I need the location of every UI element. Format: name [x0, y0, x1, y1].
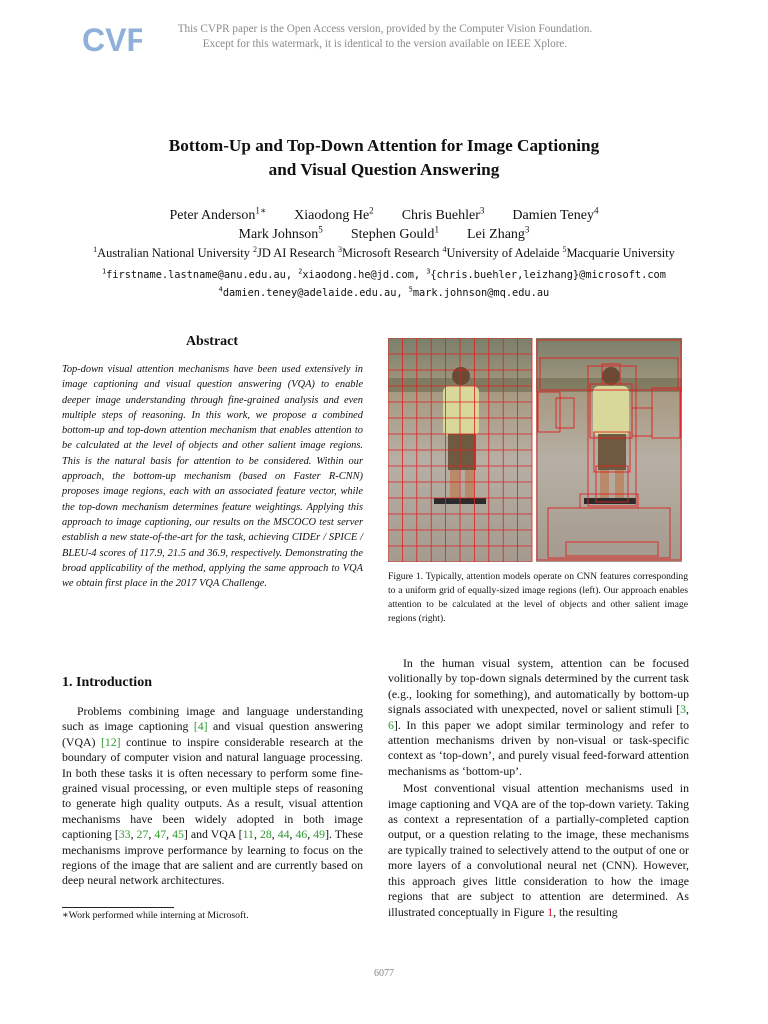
watermark-line-2: Except for this watermark, it is identical to the version available on IEEE Xplore. [202, 38, 568, 50]
intro-paragraph: Problems combining image and language understanding such as image captioning [4] and visual question answering (VQA) [12] continue to inspire considerable research at the boundary of computer vision and natural language processing. In both these tasks it is often necessary to perform some fine-grained visual processing, or even multiple steps of reasoning to generate high quality outputs. As a result, visual attention mechanisms have been widely adopted in both image captioning [33, 27, 47, 45] and VQA [11, 28, 44, 46, 49]. These mechanisms improve performance by learning to focus on the regions of the image that are salient and are currently based on deep neural network architectures. [62, 704, 364, 888]
cvf-logo [80, 18, 142, 58]
author-affiliation-mark: 3 [479, 205, 485, 216]
affiliation: $^2$JD AI Research [253, 244, 335, 260]
author-name: Peter Anderson$^{1∗}$ [169, 205, 267, 223]
right-paragraph-1: In the human visual system, attention can be focused volitionally by top-down signals determined by the current task (e.g., looking for something), and automatically by bottom-up signals associated with unexpected, novel or salient stimuli [3, 6]. In this paper we adopt similar terminology and refer to attention mechanisms driven by non-visual or task-specific context as ‘top-down’, and purely visual feed-forward attention mechanisms as ‘bottom-up’. [388, 656, 689, 778]
section-heading-introduction: 1. Introduction [62, 675, 152, 690]
email-affiliation-mark: 2 [298, 267, 303, 276]
author-affiliation-mark: 5 [318, 224, 323, 235]
email: $^3${chris.buehler,leizhang}@microsoft.com [426, 267, 666, 281]
affiliation-mark: 1 [93, 244, 98, 254]
emails-line-1 [40, 266, 728, 284]
author-name: Xiaodong He$^2$ [294, 205, 374, 223]
affiliation-mark: 2 [253, 244, 258, 254]
page-number: 6077 [374, 968, 394, 979]
citation-link: 45 [172, 827, 184, 842]
affiliation: $^3$Microsoft Research [337, 244, 440, 260]
email: $^1$firstname.lastname@anu.edu.au, [102, 267, 293, 281]
watermark-line-1: This CVPR paper is the Open Access version, provided by the Computer Vision Foundation. [177, 23, 593, 35]
author-name: Lei Zhang$^3$ [466, 224, 530, 242]
left-photo-grid-attention [388, 338, 532, 562]
citation-link: 6 [388, 717, 394, 732]
email-affiliation-mark: 3 [426, 267, 431, 276]
author-name: Mark Johnson$^5$ [238, 224, 323, 242]
abstract-heading: Abstract [185, 334, 239, 349]
open-access-watermark [150, 22, 620, 52]
footnote: ∗Work performed while interning at Microsoft. [62, 910, 249, 921]
citation-link: 44 [277, 827, 290, 842]
author-name: Damien Teney$^4$ [512, 205, 599, 223]
citation-link: 28 [259, 827, 272, 842]
citation-link: 3 [680, 702, 687, 717]
author-affiliation-mark: 4 [594, 205, 599, 216]
citation-link: 11 [242, 827, 254, 842]
citation-link: [12] [100, 734, 121, 749]
affiliation-mark: 3 [337, 244, 342, 254]
title-line-1: Bottom-Up and Top-Down Attention for Image Captioning [168, 136, 600, 155]
right-paragraph-2: Most conventional visual attention mechanisms used in image captioning and VQA are of the top-down variety. Taking as context a representation of a partially-completed caption output, or a question relating to the image, these mechanisms are typically trained to selectively attend to the output of one or more layers of a convolutional neural net (CNN). However, this approach gives little consideration to how the image regions that are subject to attention are determined. As illustrated conceptually in Figure 1, the resulting [388, 781, 689, 919]
authors-row-2 [60, 225, 708, 244]
figure-reference-link: 1 [547, 904, 554, 919]
introduction-body [62, 704, 363, 889]
emails-line-2 [40, 284, 728, 302]
citation-link: 27 [136, 827, 149, 842]
paper-title [60, 134, 708, 182]
abstract-text: Top-down visual attention mechanisms have been used extensively in image captioning and visual question answering (VQA) to enable deeper image understanding through fine-grained analysis and even multiple steps of reasoning. In this work, we propose a combined bottom-up and top-down attention mechanism that enables attention to be calculated at the level of objects and other salient image regions. This is the natural basis for attention to be considered. Within our approach, the bottom-up mechanism (based on Faster R-CNN) proposes image regions, each with an associated feature vector, while the top-down mechanism determines feature weightings. Applying this approach to image captioning, our results on the MSCOCO test server establish a new state-of-the-art for the task, achieving CIDEr / SPICE / BLEU-4 scores of 117.9, 21.5 and 36.9, respectively. Demonstrating the broad applicability of the method, applying the same approach to VQA we obtain first place in the 2017 VQA Challenge. [62, 364, 363, 590]
author-list [60, 206, 708, 244]
affiliation: $^5$Macquarie University [562, 244, 675, 260]
author-affiliation-mark: 1∗ [255, 205, 267, 216]
author-affiliation-mark: 3 [524, 224, 530, 235]
email: $^4$damien.teney@adelaide.edu.au, [218, 285, 403, 299]
author-name: Stephen Gould$^1$ [350, 224, 439, 242]
author-affiliation-mark: 1 [434, 224, 439, 235]
citation-link: [4] [193, 719, 208, 734]
affiliations [40, 245, 728, 261]
authors-row-1 [60, 206, 708, 225]
affiliation-mark: 5 [562, 244, 567, 254]
title-line-2: and Visual Question Answering [268, 160, 500, 179]
affiliation-mark: 4 [442, 244, 447, 254]
citation-link: 49 [313, 827, 326, 842]
figure-1-image [388, 338, 682, 562]
email-affiliation-mark: 4 [218, 285, 223, 294]
figure-1 [388, 338, 682, 562]
figure-1-caption: Figure 1. Typically, attention models operate on CNN features corresponding to a uniform grid of equally-sized image regions (left). Our approach enables attention to be calculated at the level of objects and other salient image regions (right). [388, 571, 688, 624]
citation-link: 33 [118, 827, 131, 842]
author-name: Chris Buehler$^3$ [401, 205, 485, 223]
right-column-body [388, 656, 689, 920]
svg-text:CVF: CVF [82, 22, 142, 58]
email: $^5$mark.johnson@mq.edu.au [408, 285, 550, 299]
right-photo-object-attention [536, 338, 682, 562]
author-affiliation-mark: 2 [369, 205, 374, 216]
citation-link: 47 [154, 827, 167, 842]
email-affiliation-mark: 5 [408, 285, 413, 294]
email-affiliation-mark: 1 [102, 267, 107, 276]
email: $^2$xiaodong.he@jd.com, [298, 267, 421, 281]
affiliation: $^1$Australian National University [93, 244, 250, 260]
footnote-rule [62, 907, 174, 908]
citation-link: 46 [295, 827, 308, 842]
affiliation: $^4$University of Adelaide [442, 244, 560, 260]
author-emails [40, 266, 728, 302]
